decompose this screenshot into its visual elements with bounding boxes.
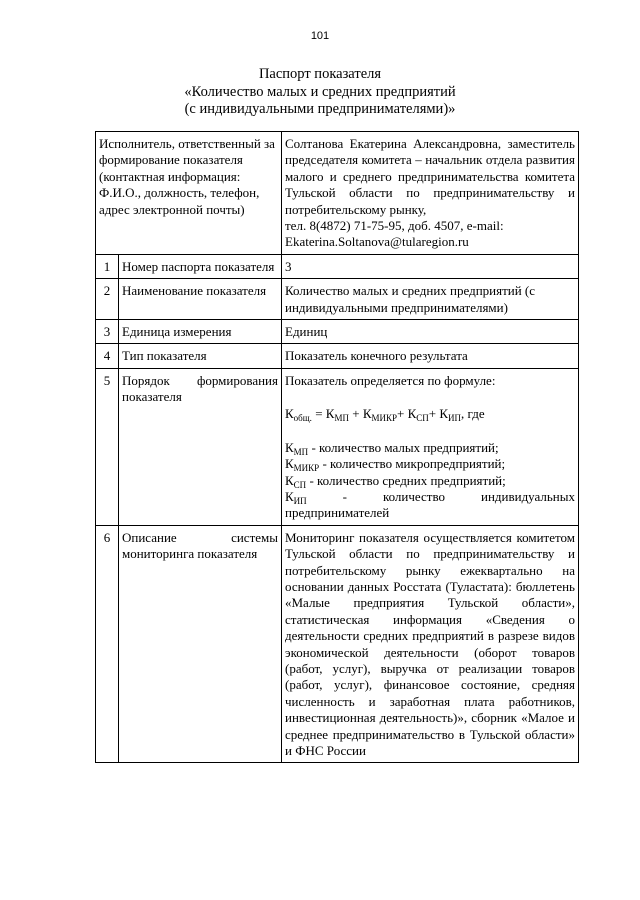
formula: $К_{общ.} = К_{МП} + К_{МИКР}+ К_{СП}+ К_{ИП}$, где xyxy=(285,406,485,424)
formula-variables xyxy=(285,440,575,522)
row-number: 6 xyxy=(96,525,119,763)
row-number: 1 xyxy=(96,254,119,278)
responsible-value-cell xyxy=(282,132,579,255)
row-value-formula xyxy=(282,368,579,525)
variable-definition: $К_{СП}$ - количество средних предприятий; xyxy=(285,472,506,490)
row-number: 4 xyxy=(96,344,119,368)
indicator-passport-table xyxy=(95,131,579,763)
table-row xyxy=(96,320,579,344)
responsible-person: Солтанова Екатерина Александровна, заместитель председателя комитета – начальник отдела развития малого и среднего предпринимательства комитета Тульской области по предпринимательству и потребительскому рынку, xyxy=(285,136,575,217)
title-line-3: (с индивидуальными предпринимателями)» xyxy=(184,101,456,117)
row-value: Показатель конечного результата xyxy=(282,344,579,368)
variable-definition: $К_{МИКР}$ - количество микропредприятий; xyxy=(285,456,506,474)
row-value: Количество малых и средних предприятий (с индивидуальными предпринимателями) xyxy=(282,279,579,320)
row-label: Единица измерения xyxy=(119,320,282,344)
variable-definition: $К_{ИП}$ - количество индивидуальных предпринимателей xyxy=(285,488,575,521)
variable-definition: $К_{МП}$ - количество малых предприятий; xyxy=(285,439,499,457)
responsible-contact: тел. 8(4872) 71-75-95, доб. 4507, e-mail: xyxy=(285,218,504,234)
title-line-2: «Количество малых и средних предприятий xyxy=(184,83,456,100)
row-number: 3 xyxy=(96,320,119,344)
responsible-email: Ekaterina.Soltanova@tularegion.ru xyxy=(285,234,469,250)
responsible-label: Исполнитель, ответственный за формирование показателя (контактная информация: Ф.И.О., должность, телефон, адрес электронной почты) xyxy=(99,136,275,217)
responsible-label-cell xyxy=(96,132,282,255)
document-title xyxy=(0,66,640,119)
table-row-responsible xyxy=(96,132,579,255)
row-value: 3 xyxy=(282,254,579,278)
title-line-1: Паспорт показателя xyxy=(258,66,382,82)
row-label: Описание системы мониторинга показателя xyxy=(119,525,282,763)
table-row xyxy=(96,525,579,763)
table-row xyxy=(96,279,579,320)
row-label: Порядок формирования показателя xyxy=(119,368,282,525)
row-label: Тип показателя xyxy=(119,344,282,368)
row-label: Номер паспорта показателя xyxy=(119,254,282,278)
table-row xyxy=(96,368,579,525)
formula-intro: Показатель определяется по формуле: xyxy=(285,372,496,388)
row-number: 5 xyxy=(96,368,119,525)
row-label: Наименование показателя xyxy=(119,279,282,320)
row-value: Единиц xyxy=(282,320,579,344)
row-number: 2 xyxy=(96,279,119,320)
table-row xyxy=(96,254,579,278)
table-row xyxy=(96,344,579,368)
row-value: Мониторинг показателя осуществляется комитетом Тульской области по предпринимательству и потребительскому рынку ежеквартально на основании данных Росстата (Туластата): бюллетень «Малые предприятия Тульской области», статистическая информация «Сведения о деятельности средних предприятий в разрезе видов экономической деятельности (оборот товаров (работ, услуг), выручка от реализации товаров (работ, услуг), финансовое состояние, средняя численность и заработная плата работников, инвестиционная деятельность)», сборник «Малое и среднее предпринимательство в Тульской области» и ФНС России xyxy=(282,525,579,763)
page-number: 101 xyxy=(310,30,330,42)
